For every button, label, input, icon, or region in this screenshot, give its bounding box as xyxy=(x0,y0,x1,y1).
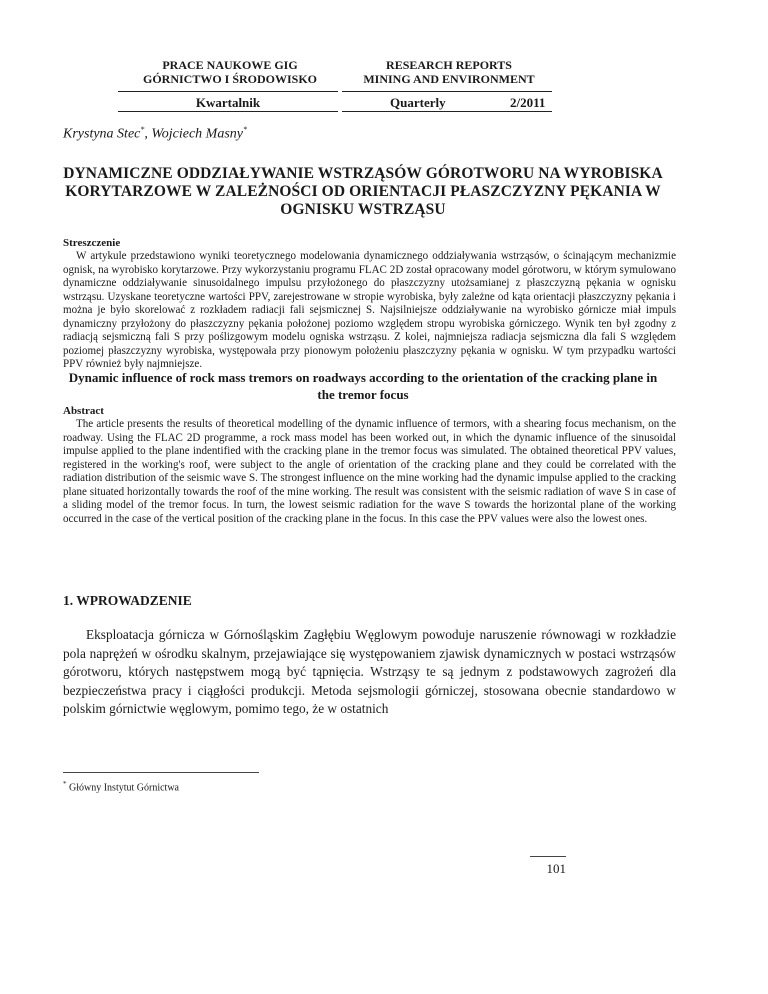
header-rule-right-bottom xyxy=(342,111,552,112)
affiliation-mark-1: * xyxy=(140,125,145,134)
page-number: 101 xyxy=(546,861,566,876)
issue-number: 2/2011 xyxy=(510,95,546,110)
article-title-en: Dynamic influence of rock mass tremors on roadways according to the orientation of the cracking plane in the tremor focus xyxy=(68,370,658,402)
section-body-text: Eksploatacja górnicza w Górnośląskim Zagłębiu Węglowym powoduje naruszenie równowagi w rozkładzie pola naprężeń w ośrodku skalnym, przejawiające się występowaniem zjawisk dynamicznych w postaci wstrząsów górotworu, których następstwem mogą być tąpnięcia. Wstrząsy te są jednym z podstawowych zagrożeń dla bezpieczeństwa pracy i ciągłości produkcji. Metoda sejsmologii górniczej, stosowana obecnie standardowo w polskim górnictwie węglowym, pomimo tego, że w ostatnich xyxy=(63,627,676,716)
abstract-pl-heading: Streszczenie xyxy=(63,237,121,249)
footnote-mark: * xyxy=(63,780,67,788)
abstract-en-text: The article presents the results of theoretical modelling of the dynamic influence of termors, with a shearing focus mechanism, on the roadway. Using the FLAC 2D programme, a rock mass model has been worked out, in which the dynamic influence of the sinusoidal impulse applied to the plane indentified with the cracking plane in the tremor focus was simulated. The obtained theoretical PPV values, registered in the working's roof, were subject to the angle of orientation of the cracking plane and they could be correlated with the radiation distribution of the seismic wave S. The strongest influence on the mine working had the dynamic impulse applied to the cracking plane situated horizontally towards the roof of the mine working. The result was consistent with the seismic radiation of wave S in case of a sliding model of the tremor focus. In turn, the lowest seismic radiation for the wave S towards the horizontal plane of the working occurred in the case of the vertical position of the cracking plane in the focus. In this case the PPV values were also the lowest ones. xyxy=(63,418,676,525)
journal-header-en xyxy=(340,58,558,86)
author-1: Krystyna Stec xyxy=(63,126,141,142)
authors-line xyxy=(63,125,247,143)
article-title: DYNAMICZNE ODDZIAŁYWANIE WSTRZĄSÓW GÓROTWORU NA WYROBISKA KORYTARZOWE W ZALEŻNOŚCI OD ORIENTACJI PŁASZCZYZNY PĘKANIA W OGNISKU WSTRZĄSU xyxy=(63,165,663,218)
header-rule-left-bottom xyxy=(118,111,338,112)
affiliation-mark-2: * xyxy=(243,125,247,134)
journal-name-pl-line1: PRACE NAUKOWE GIG xyxy=(162,58,298,72)
footnote-text: Główny Instytut Górnictwa xyxy=(69,782,179,794)
journal-header-pl xyxy=(118,58,342,86)
author-2: Wojciech Masny xyxy=(151,126,243,142)
section-heading: 1. WPROWADZENIE xyxy=(63,593,192,608)
abstract-en-heading: Abstract xyxy=(63,405,104,417)
header-rule-left xyxy=(118,91,338,92)
abstract-pl-text: W artykule przedstawiono wyniki teoretycznego modelowania dynamicznego oddziaływania wstrząsów, o ścinającym mechanizmie ognisk, na wyrobisko korytarzowe. Przy wykorzystaniu programu FLAC 2D został opracowany model górotworu, w którym symulowano dynamiczne oddziaływanie sinusoidalnego impulsu przyłożonego do płaszczyzny utożsamianej z płaszczyzną pękania w ognisku wstrząsu. Uzyskane teoretyczne wartości PPV, zarejestrowane w stropie wyrobiska, były zależne od kąta orientacji płaszczyzny pękania i można je było skorelować z rozkładem radiacji fali sejsmicznej S. Najsilniejsze oddziaływanie na wyrobisko górnicze miał impuls dynamiczny przyłożony do płaszczyzny pękania położonej poziomo względem stropu wyrobiska górniczego. Wynik ten był zgodny z radiacją sejsmiczną fali S przy poślizgowym modelu ogniska wstrząsu. Z kolei, najmniejsza radiacja sejsmiczna dla fali S względem poziomej płaszczyzny wyrobiska, występowała przy pionowym położeniu płaszczyzny pękania w ognisku. W tym przypadku wartości PPV również były najmniejsze. xyxy=(63,250,676,370)
period-pl: Kwartalnik xyxy=(195,95,261,110)
footnote-rule xyxy=(63,772,259,773)
header-rule-right xyxy=(342,91,552,92)
author-separator: , xyxy=(144,126,152,142)
journal-name-en-line2: MINING AND ENVIRONMENT xyxy=(363,72,535,86)
journal-name-en-line1: RESEARCH REPORTS xyxy=(386,58,512,72)
period-en: Quarterly xyxy=(390,95,446,110)
footnote xyxy=(63,780,179,793)
page-number-rule xyxy=(530,856,566,857)
journal-name-pl-line2: GÓRNICTWO I ŚRODOWISKO xyxy=(142,72,318,86)
